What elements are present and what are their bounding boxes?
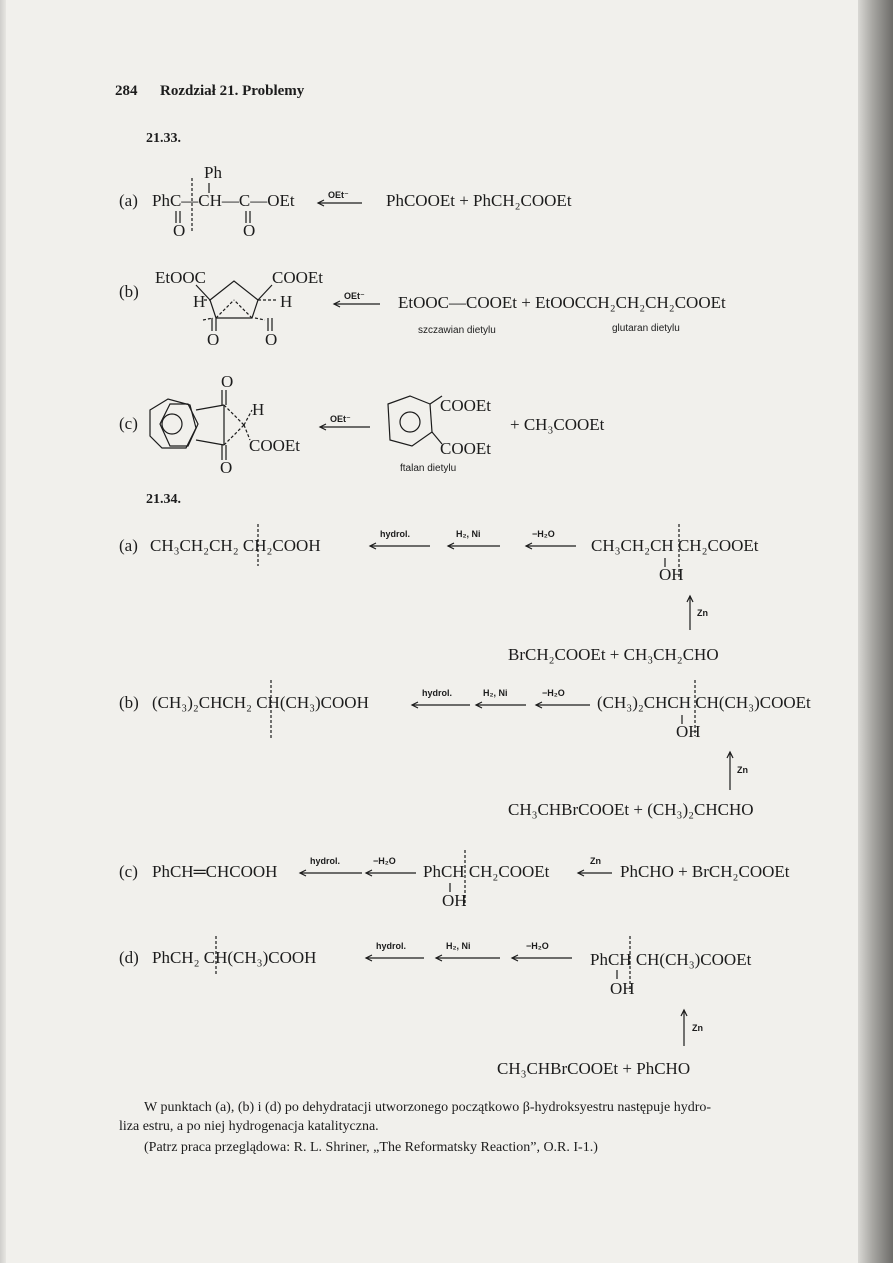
ester-group: COOEt [249, 436, 300, 455]
compound-name: szczawian dietylu [418, 325, 496, 336]
ester-group: COOEt [440, 439, 491, 458]
product: PhCH═CHCOOH [152, 862, 278, 881]
arrow-label: hydrol. [310, 856, 341, 866]
hydroxyl: OH [659, 565, 684, 584]
item-label: (c) [119, 862, 138, 881]
substituent-ph: Ph [204, 163, 222, 182]
problem-number: 21.33. [146, 131, 181, 146]
arrow-label: Zn [692, 1023, 703, 1033]
arrow-label: H₂, Ni [456, 529, 481, 539]
products: EtOOC—COOEt + EtOOCCH₂CH₂CH₂COOEt [398, 293, 726, 312]
coproduct: + CH₃COOEt [510, 415, 605, 434]
compound-name: ftalan dietylu [400, 463, 457, 474]
reactants: PhCHO + BrCH₂COOEt [620, 862, 790, 881]
arrow-label: Zn [697, 608, 708, 618]
item-label: (b) [119, 282, 139, 301]
carbonyl-o: O [207, 330, 220, 349]
carbonyl-o: O [220, 458, 233, 477]
item-label: (a) [119, 536, 138, 555]
carbonyl-o: O [173, 221, 186, 240]
arrow-label: H₂, Ni [483, 688, 508, 698]
arrow-label: Zn [737, 765, 748, 775]
product: CH₃CH₂CH₂ CH₂COOH [150, 536, 321, 555]
hydrogen: H [252, 400, 265, 419]
item-label: (b) [119, 693, 139, 712]
intermediate: CH₃CH₂CH CH₂COOEt [591, 536, 759, 555]
arrow-label: −H₂O [532, 529, 555, 539]
hydroxyl: OH [676, 722, 701, 741]
item-label: (c) [119, 414, 138, 433]
problem-number: 21.34. [146, 492, 181, 507]
arrow-reagent: OEt⁻ [344, 291, 365, 301]
intermediate: PhCH CH(CH₃)COOEt [590, 950, 752, 969]
carbonyl-o: O [221, 372, 234, 391]
ester-group: COOEt [440, 396, 491, 415]
compound-name: glutaran dietylu [612, 323, 680, 334]
reactant-formula: PhC—CH—C—OEt [152, 191, 295, 210]
reactants: CH₃CHBrCOOEt + (CH₃)₂CHCHO [508, 800, 754, 819]
arrow-label: −H₂O [542, 688, 565, 698]
intermediate: PhCH CH₂COOEt [423, 862, 550, 881]
arrow-reagent: OEt⁻ [328, 190, 349, 200]
hydrogen: H [280, 292, 293, 311]
ester-group: COOEt [272, 268, 323, 287]
note-paragraph: W punktach (a), (b) i (d) po dehydratacji utworzonego początkowo β-hydroksyestru następuje hydro- [144, 1100, 712, 1115]
carbonyl-o: O [265, 330, 278, 349]
note-paragraph: liza estru, a po niej hydrogenacja katalityczna. [119, 1119, 379, 1134]
hydroxyl: OH [610, 979, 635, 998]
page-number: 284 [115, 83, 138, 99]
arrow-label: hydrol. [422, 688, 453, 698]
reference-note: (Patrz praca przeglądowa: R. L. Shriner, „The Reformatsky Reaction”, O.R. I-1.) [144, 1140, 598, 1155]
chapter-title: Rozdział 21. Problemy [160, 83, 305, 99]
arrow-label: Zn [590, 856, 601, 866]
hydrogen: H [193, 292, 206, 311]
products: PhCOOEt + PhCH₂COOEt [386, 191, 572, 210]
ester-group: EtOOC [155, 268, 206, 287]
arrow-label: −H₂O [373, 856, 396, 866]
intermediate: (CH₃)₂CHCH CH(CH₃)COOEt [597, 693, 811, 712]
arrow-label: hydrol. [380, 529, 411, 539]
reactants: BrCH₂COOEt + CH₃CH₂CHO [508, 645, 719, 664]
arrow-label: −H₂O [526, 941, 549, 951]
product: PhCH₂ CH(CH₃)COOH [152, 948, 317, 967]
arrow-label: hydrol. [376, 941, 407, 951]
arrow-reagent: OEt⁻ [330, 414, 351, 424]
reactants: CH₃CHBrCOOEt + PhCHO [497, 1059, 691, 1078]
carbonyl-o: O [243, 221, 256, 240]
item-label: (a) [119, 191, 138, 210]
product: (CH₃)₂CHCH₂ CH(CH₃)COOH [152, 693, 369, 712]
item-label: (d) [119, 948, 139, 967]
hydroxyl: OH [442, 891, 467, 910]
arrow-label: H₂, Ni [446, 941, 471, 951]
